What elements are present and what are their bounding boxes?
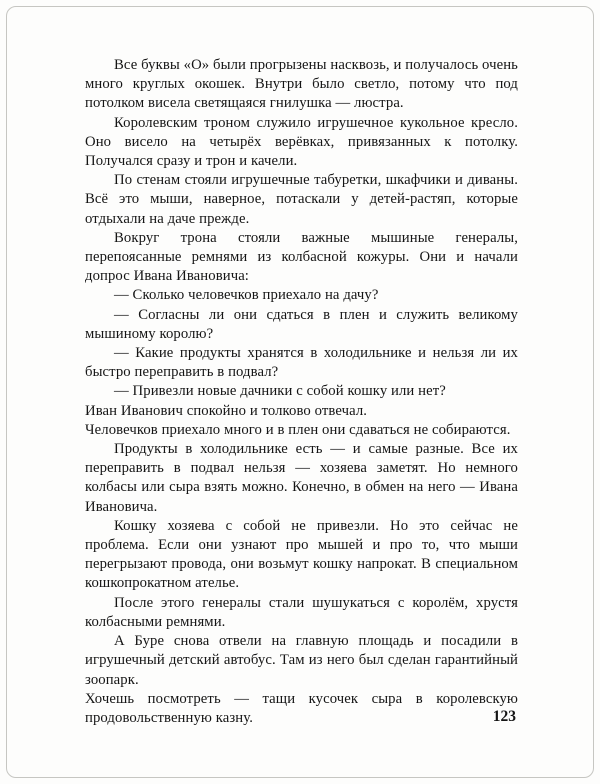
paragraph: Королевским троном служило игрушечное кукольное кресло. Оно висело на четырёх верёвках, привязанных к потолку. Получался сразу и трон и качели.: [85, 114, 518, 170]
paragraph: Вокруг трона стояли важные мышиные генералы, перепоясанные ремнями из колбасной кожуры. Они и начали допрос Ивана Ивановича:: [85, 229, 518, 285]
paragraph: После этого генералы стали шушукаться с королём, хрустя колбасными ремнями.: [85, 594, 518, 630]
paragraph: Кошку хозяева с собой не привезли. Но это сейчас не проблема. Если они узнают про мышей и про то, что мыши перегрызают провода, они возьмут кошку напрокат. В специальном кошкопрокатном ателье.: [85, 517, 518, 592]
paragraph: Все буквы «О» были прогрызены насквозь, и получалось очень много круглых окошек. Внутри было светло, потому что под потолком висела светящаяся гнилушка — люстра.: [85, 57, 518, 112]
paragraph: — Согласны ли они сдаться в плен и служить великому мышиному королю?: [85, 306, 518, 342]
text-block: [85, 56, 518, 728]
paragraph: А Буре снова отвели на главную площадь и посадили в игрушечный детский автобус. Там из него был сделан гарантийный зоопарк.: [85, 633, 518, 688]
paragraph: Продукты в холодильнике есть — и самые разные. Все их переправить в подвал нельзя — хозяева заметят. Но немного колбасы или сыра взять можно. Конечно, в обмен на него — Ивана Ивановича.: [85, 441, 518, 515]
paragraph: Иван Иванович спокойно и толково отвечал.: [85, 402, 368, 419]
paragraph: По стенам стояли игрушечные табуретки, шкафчики и диваны. Всё это мыши, наверное, потаскали у детей-растяп, которые отдыхали на даче прежде.: [85, 172, 518, 227]
paragraph: — Привезли новые дачники с собой кошку или нет?: [114, 383, 446, 400]
page-number: 123: [492, 708, 516, 725]
paragraph: Хочешь посмотреть — тащи кусочек сыра в королевскую продовольственную казну.: [85, 690, 518, 726]
paragraph: — Какие продукты хранятся в холодильнике и нельзя ли их быстро переправить в подвал?: [85, 345, 518, 381]
paragraph: — Сколько человечков приехало на дачу?: [114, 287, 379, 304]
paragraph: Человечков приехало много и в плен они сдаваться не собираются.: [85, 421, 511, 438]
